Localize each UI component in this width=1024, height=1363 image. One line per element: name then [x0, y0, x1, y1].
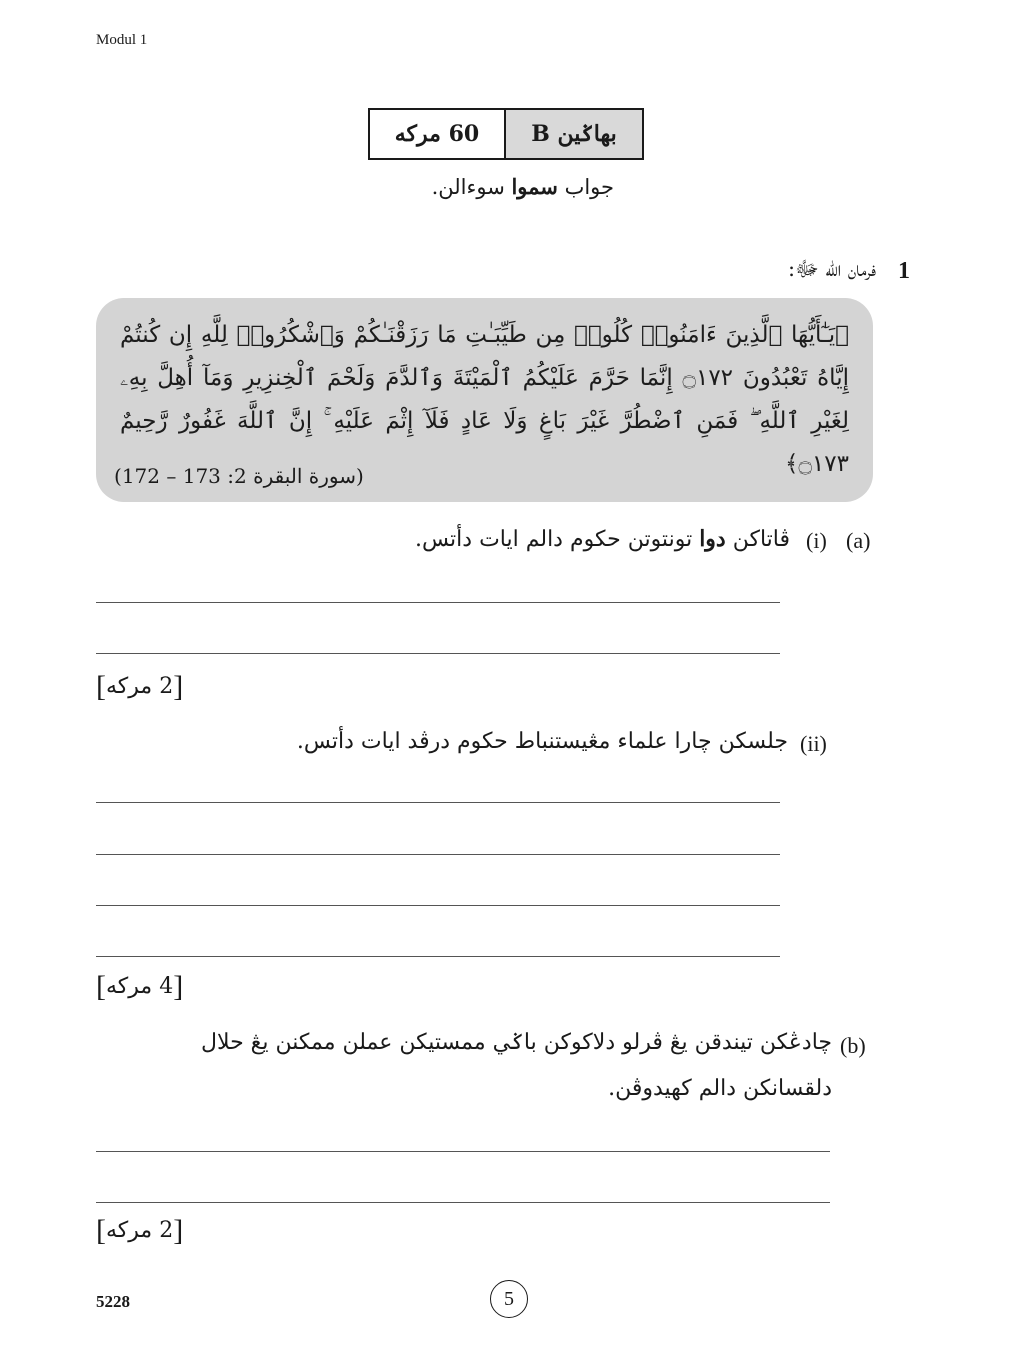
- part-a-i-label: (i): [806, 528, 827, 553]
- verse-reference: (سورة البقرة 2: 173 – 172): [114, 464, 364, 488]
- marks-b-value: 2 مرکه: [106, 1218, 174, 1243]
- paper-code: 5228: [96, 1292, 130, 1311]
- part-a-i-text-bold: دوا: [699, 526, 726, 552]
- section-label: بهاݢين B: [506, 110, 642, 158]
- instruction-after: سوءالن.: [431, 175, 512, 199]
- answer-line[interactable]: [96, 602, 780, 603]
- part-a-i-question: [300, 526, 790, 552]
- part-a-i-text-before: ڤاتاکن: [725, 527, 790, 552]
- answer-line[interactable]: [96, 1151, 830, 1152]
- marks-a-i-value: 2 مرکه: [106, 674, 174, 699]
- instruction-bold: سموا: [511, 174, 558, 199]
- answer-line[interactable]: [96, 854, 780, 855]
- part-a-label: (a): [846, 528, 871, 553]
- instruction: [330, 174, 614, 199]
- part-b-label: (b): [840, 1033, 866, 1058]
- answer-line[interactable]: [96, 1202, 830, 1203]
- part-b-question-line1: چادڠکن تيندقن يڠ ڤرلو دلاکوکن باݢي ممستيکن عملن ممکنن يڠ حلال: [200, 1030, 832, 1055]
- page-number: 5: [490, 1280, 528, 1318]
- module-label: Modul 1: [96, 32, 148, 48]
- section-box: [368, 108, 644, 160]
- part-a-i-text-after: تونتوتن حکوم دالم ايات دأتس.: [415, 527, 700, 552]
- part-b-question-line2: دلقسانکن دالم کهيدوڤن.: [608, 1076, 832, 1101]
- marks-a-ii-value: 4 مرکه: [106, 974, 174, 999]
- section-marks: 60 مركه: [370, 110, 506, 158]
- marks-a-i: [2 مرکه]: [96, 670, 184, 703]
- quran-verse: ﴿يَـٰٓأَيُّهَا ٱلَّذِينَ ءَامَنُوا۟ كُلُوا۟ مِن طَيِّبَـٰتِ مَا رَزَقْنَـٰكُمْ وَٱشْكُرُوا۟ لِلَّهِ إِن كُنتُمْ إِيَّاهُ تَعْبُدُونَ ۝١٧٢ إِنَّمَا حَرَّمَ عَلَيْكُمُ ٱلْمَيْتَةَ وَٱلدَّمَ وَلَحْمَ ٱلْخِنزِيرِ وَمَآ أُهِلَّ بِهِۦ لِغَيْرِ ٱللَّهِ ۖ فَمَنِ ٱضْطُرَّ غَيْرَ بَاغٍ وَلَا عَادٍ فَلَآ إِثْمَ عَلَيْهِ ۚ إِنَّ ٱللَّهَ غَفُورٌ رَّحِيمٌ ۝١٧٣﴾: [120, 322, 849, 477]
- answer-line[interactable]: [96, 905, 780, 906]
- part-a-ii-question: جلسكن چارا علماء مڠيستنباط حکوم درڤد ايات دأتس.: [296, 729, 788, 754]
- answer-line[interactable]: [96, 956, 780, 957]
- question-intro: فرمان الله ﷻ:: [788, 257, 876, 281]
- marks-a-ii: [4 مرکه]: [96, 970, 184, 1003]
- answer-line[interactable]: [96, 802, 780, 803]
- question-number: 1: [898, 258, 910, 284]
- answer-line[interactable]: [96, 653, 780, 654]
- marks-b: [2 مرکه]: [96, 1214, 184, 1247]
- part-a-ii-label: (ii): [800, 731, 827, 756]
- instruction-before: جواب: [557, 175, 614, 199]
- verse-box: [96, 298, 873, 502]
